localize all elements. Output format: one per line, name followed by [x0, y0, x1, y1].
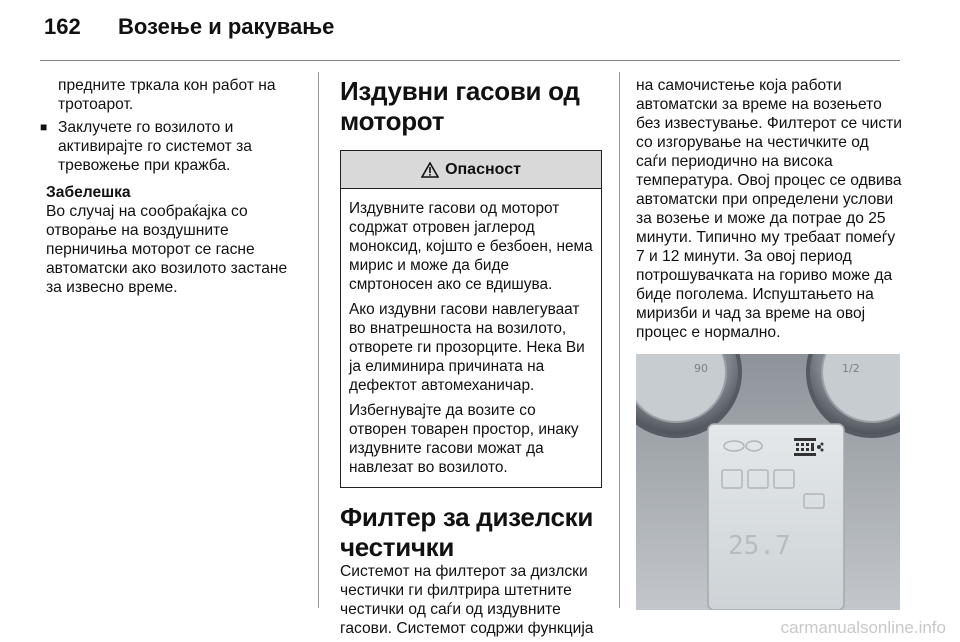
danger-paragraph: Ако издувни гасови навлегуваат во внатрешноста на возилото, отворете ги прозорците. Нека Ви ја елиминира причината на дефектот автомеханичар. [349, 301, 585, 394]
danger-body [341, 189, 601, 487]
page-number: 162 [44, 14, 81, 39]
continuation-text: предните тркала кон работ на тротоарот. [58, 77, 276, 113]
gauge-label-left: 90 [694, 362, 708, 375]
warning-triangle-icon [421, 162, 439, 178]
gauge-label-right: 1/2 [842, 362, 860, 375]
note-text: Во случај на сообраќајка со отворање на воздушните перничиња моторот се гасне автоматски ако возилото застане за извесно време. [46, 203, 288, 296]
watermark: carmanualsonline.info [780, 618, 946, 637]
danger-box [340, 150, 602, 488]
column-divider [619, 72, 620, 608]
running-head: Возење и ракување [118, 14, 335, 39]
bullet-item [40, 118, 306, 175]
danger-label: Опасност [445, 160, 521, 178]
danger-paragraph: Избегнувајте да возите со отворен товарен простор, инаку издувните гасови можат да навлезат во возилото. [349, 402, 579, 476]
danger-header [341, 151, 601, 189]
display-value: 25.7 [728, 531, 791, 561]
section-heading-filter: Филтер за дизелски честички [340, 502, 594, 562]
section-heading-exhaust: Издувни гасови од моторот [340, 76, 580, 136]
instrument-cluster-image [636, 354, 900, 610]
header-rule [40, 60, 900, 61]
bullet-square-icon: ■ [40, 120, 48, 134]
filter-text-continued: на самочистење која работи автоматски за време на возењето без известување. Филтерот се чисти со изгорување на честичките од саѓи периодично на висока температура. Овој процес се одвива автоматски при определени услови за возење и може да потрае до 25 минути. Типично му требаат помеѓу 7 и 12 минути. За овој период потрошувачката на гориво може да биде поголема. Испуштањето на миризби и чад за време на овој процес е нормално. [636, 77, 902, 341]
bullet-text: Заклучете го возилото и активирајте го системот за тревожење при кражба. [58, 119, 252, 174]
column-left [40, 76, 306, 297]
column-right [636, 76, 902, 342]
column-middle [340, 76, 602, 638]
instrument-cluster-photo [636, 354, 900, 610]
note-title: Забелешка [46, 184, 131, 201]
page-header [0, 0, 960, 62]
danger-paragraph: Издувните гасови од моторот содржат отровен јаглерод моноксид, којшто е безбоен, нема мирис и може да биде смртоносен ако се вдишува. [349, 200, 593, 293]
filter-text: Системот на филтерот за дизлски честички ги филтрира штетните честички од саѓи од издувните гасови. Системот содржи функција [340, 563, 594, 637]
column-divider [318, 72, 319, 608]
